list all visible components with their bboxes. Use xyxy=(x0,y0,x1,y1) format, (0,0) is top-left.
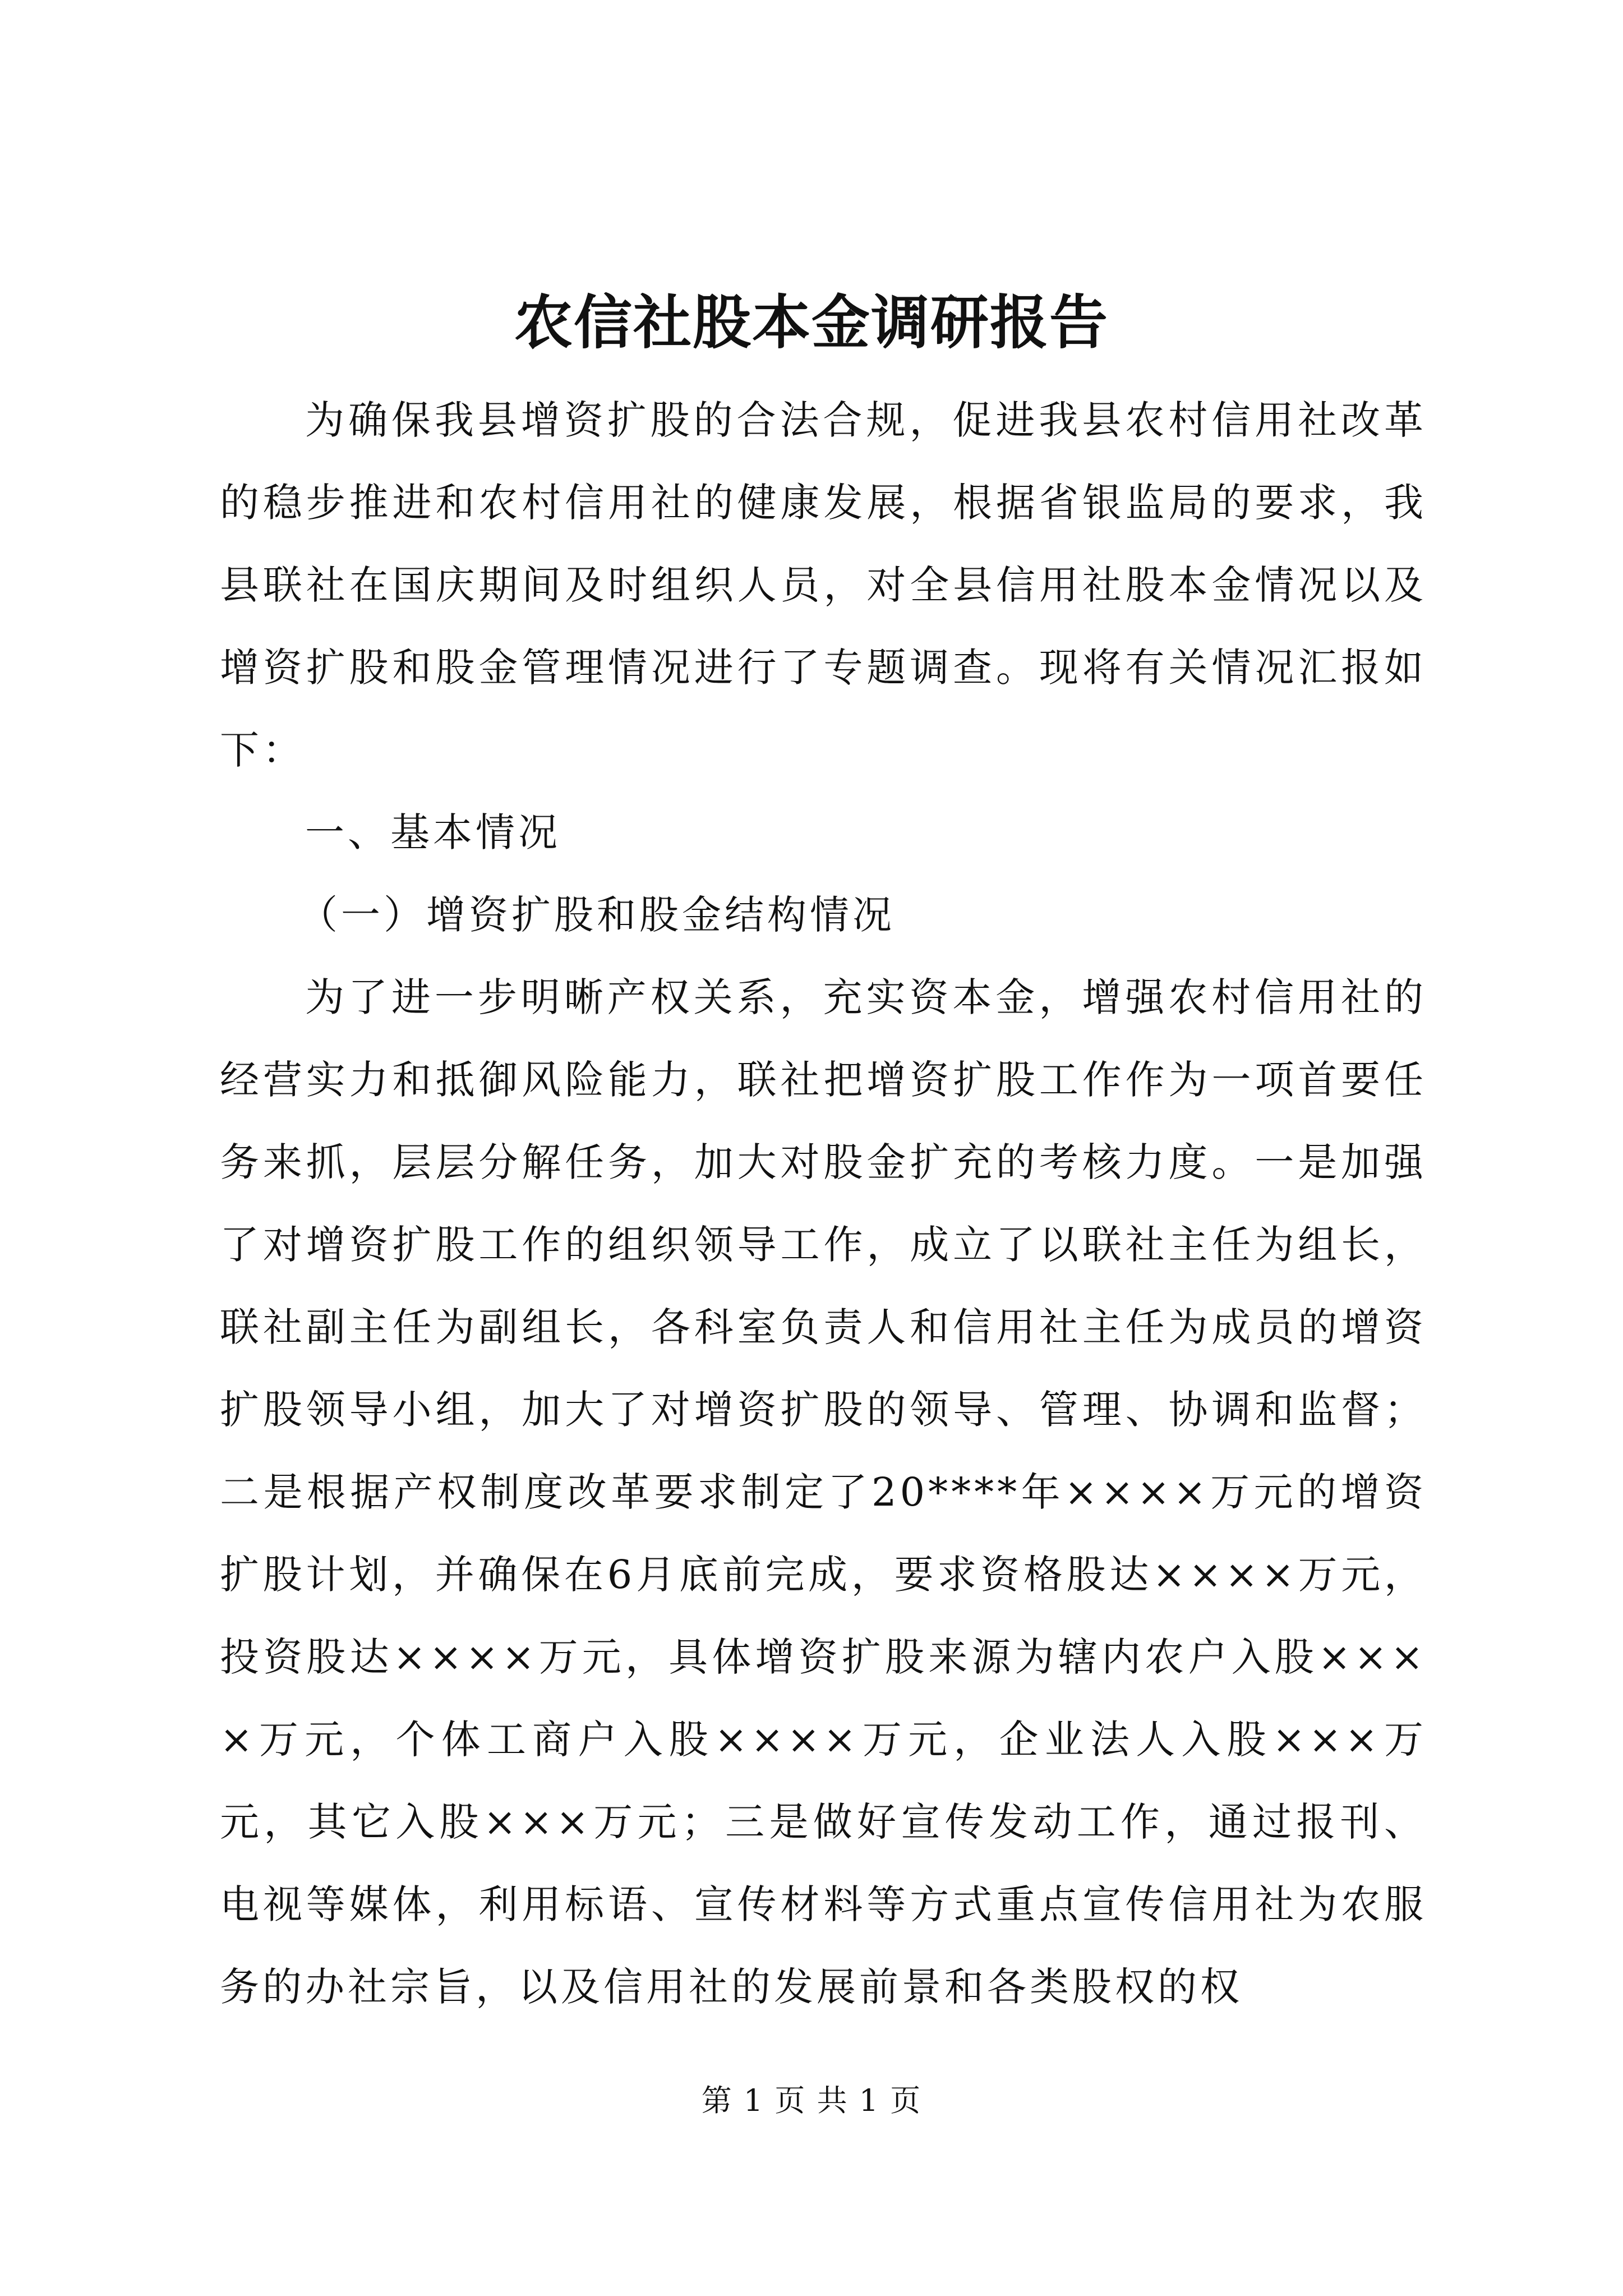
intro-paragraph: 为确保我县增资扩股的合法合规，促进我县农村信用社改革的稳步推进和农村信用社的健康发展，根据省银监局的要求，我县联社在国庆期间及时组织人员，对全县信用社股本金情况以及增资扩股和股金管理情况进行了专题调查。现将有关情况汇报如下： xyxy=(220,397,1427,773)
document-body xyxy=(220,379,1427,2028)
document-title: 农信社股本金调研报告 xyxy=(514,288,1109,357)
page-number-label: 第 1 页 共 1 页 xyxy=(701,2083,922,2118)
section-heading-basic-situation: 一、基本情况 xyxy=(305,809,561,855)
page-footer xyxy=(0,2081,1623,2120)
subsection-heading-capital-structure: （一）增资扩股和股金结构情况 xyxy=(298,892,895,938)
body-paragraph: 为了进一步明晰产权关系，充实资本金，增强农村信用社的经营实力和抵御风险能力，联社把增资扩股工作作为一项首要任务来抓，层层分解任务，加大对股金扩充的考核力度。一是加强了对增资扩股工作的组织领导工作，成立了以联社主任为组长，联社副主任为副组长，各科室负责人和信用社主任为成员的增资扩股领导小组，加大了对增资扩股的领导、管理、协调和监督；二是根据产权制度改革要求制定了20****年××××万元的增资扩股计划，并确保在6月底前完成，要求资格股达××××万元，投资股达××××万元，具体增资扩股来源为辖内农户入股××××万元，个体工商户入股××××万元，企业法人入股×××万元，其它入股×××万元；三是做好宣传发动工作，通过报刊、电视等媒体，利用标语、宣传材料等方式重点宣传信用社为农服务的办社宗旨，以及信用社的发展前景和各类股权的权 xyxy=(220,974,1427,2010)
